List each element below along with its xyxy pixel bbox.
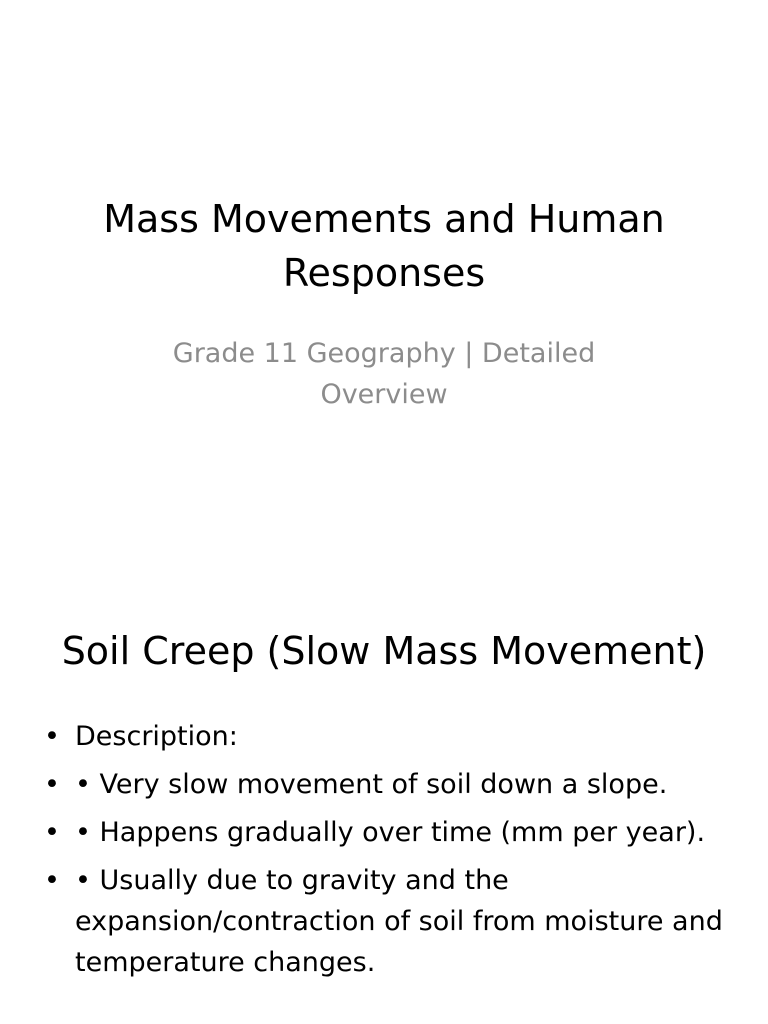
bullet-item bbox=[44, 716, 734, 757]
slide-title: Soil Creep (Slow Mass Movement) bbox=[61, 629, 707, 673]
bullet-marker: • bbox=[44, 721, 60, 752]
bullet-marker: • bbox=[44, 769, 60, 800]
bullet-text: • Very slow movement of soil down a slope. bbox=[75, 769, 668, 800]
bullet-marker: • bbox=[44, 817, 60, 848]
bullet-text: • Happens gradually over time (mm per year). bbox=[75, 817, 706, 848]
bullet-list bbox=[44, 716, 734, 990]
slide-subtitle: Grade 11 Geography | Detailed Overview bbox=[172, 338, 596, 410]
slide-title: Mass Movements and Human Responses bbox=[103, 197, 665, 295]
bullet-item bbox=[44, 764, 734, 805]
content-slide bbox=[0, 576, 768, 1024]
bullet-text: • Usually due to gravity and the expansion/contraction of soil from moisture and temperature changes. bbox=[75, 865, 723, 978]
bullet-text: Description: bbox=[75, 721, 238, 752]
bullet-item bbox=[44, 812, 734, 853]
bullet-item bbox=[44, 860, 734, 983]
bullet-marker: • bbox=[44, 865, 60, 896]
